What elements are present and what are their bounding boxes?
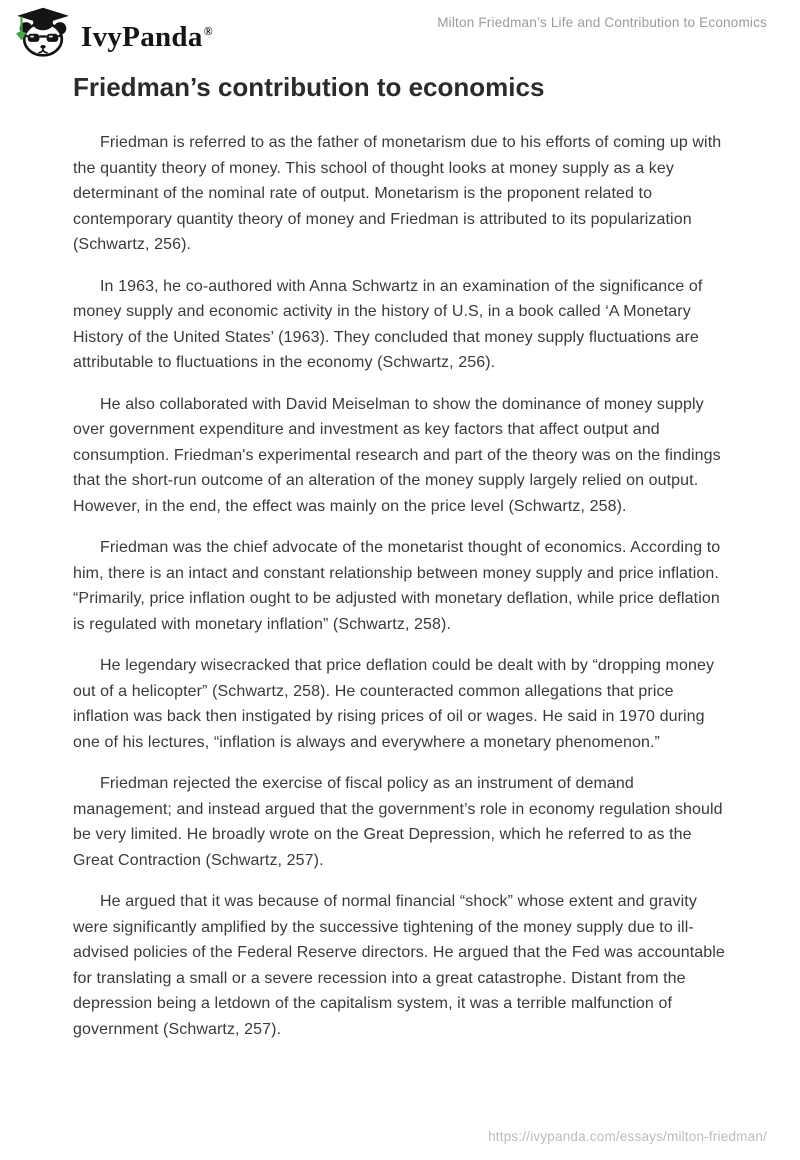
brand-name-text: IvyPanda bbox=[81, 20, 203, 53]
essay-paragraph-2: In 1963, he co-authored with Anna Schwartz in an examination of the significance of money supply and economic activity in the history of U.S, in a book called ‘A Monetary History of the United States’ (1963). They concluded that money supply fluctuations are attributable to fluctuations in the economy (Schwartz, 256). bbox=[73, 277, 703, 371]
panda-graduate-icon bbox=[14, 6, 72, 58]
essay-paragraph-7: He argued that it was because of normal financial “shock” whose extent and gravity were significantly amplified by the successive tightening of the money supply due to ill-advised policies of the Federal Reserve directors. He argued that the Fed was accountable for translating a small or a severe recession into a great catastrophe. Distant from the depression being a letdown of the capitalism system, it was a terrible malfunction of government (Schwartz, 257). bbox=[73, 893, 725, 1038]
essay-paragraph-5: He legendary wisecracked that price deflation could be dealt with by “dropping money out of a helicopter” (Schwartz, 258). He counteracted common allegations that price inflation was back then instigated by rising prices of oil or wages. He said in 1970 during one of his lectures, “inflation is always and everywhere a monetary phenomenon.” bbox=[73, 657, 715, 751]
brand-name bbox=[81, 13, 213, 52]
essay-content bbox=[73, 72, 727, 1058]
ivypanda-logo bbox=[14, 6, 213, 58]
page-footer bbox=[488, 1128, 767, 1146]
source-url-link[interactable]: https://ivypanda.com/essays/milton-friedman/ bbox=[488, 1129, 767, 1144]
essay-paragraph-6: Friedman rejected the exercise of fiscal policy as an instrument of demand management; and instead argued that the government’s role in economy regulation should be very limited. He broadly wrote on the Great Depression, which he referred to as the Great Contraction (Schwartz, 257). bbox=[73, 775, 723, 869]
registered-mark: ® bbox=[203, 23, 213, 38]
document-title: Milton Friedman’s Life and Contribution to Economics bbox=[437, 15, 767, 30]
essay-paragraph-3: He also collaborated with David Meiselman to show the dominance of money supply over government expenditure and investment as key factors that affect output and consumption. Friedman's experimental research and part of the theory was on the findings that the short-run outcome of an alteration of the money supply largely relied on output. However, in the end, the effect was mainly on the price level (Schwartz, 258). bbox=[73, 395, 721, 515]
essay-paragraph-1: Friedman is referred to as the father of monetarism due to his efforts of coming up with the quantity theory of money. This school of thought looks at money supply as a key determinant of the nominal rate of output. Monetarism is the proponent related to contemporary quantity theory of money and Friedman is attributed to its popularization (Schwartz, 256). bbox=[73, 134, 722, 253]
page-header bbox=[0, 0, 800, 64]
essay-heading: Friedman’s contribution to economics bbox=[73, 72, 545, 102]
essay-paragraph-4: Friedman was the chief advocate of the monetarist thought of economics. According to him, there is an intact and constant relationship between money supply and price inflation. “Primarily, price inflation ought to be adjusted with monetary deflation, while price deflation is regulated with monetary inflation” (Schwartz, 258). bbox=[73, 539, 721, 633]
